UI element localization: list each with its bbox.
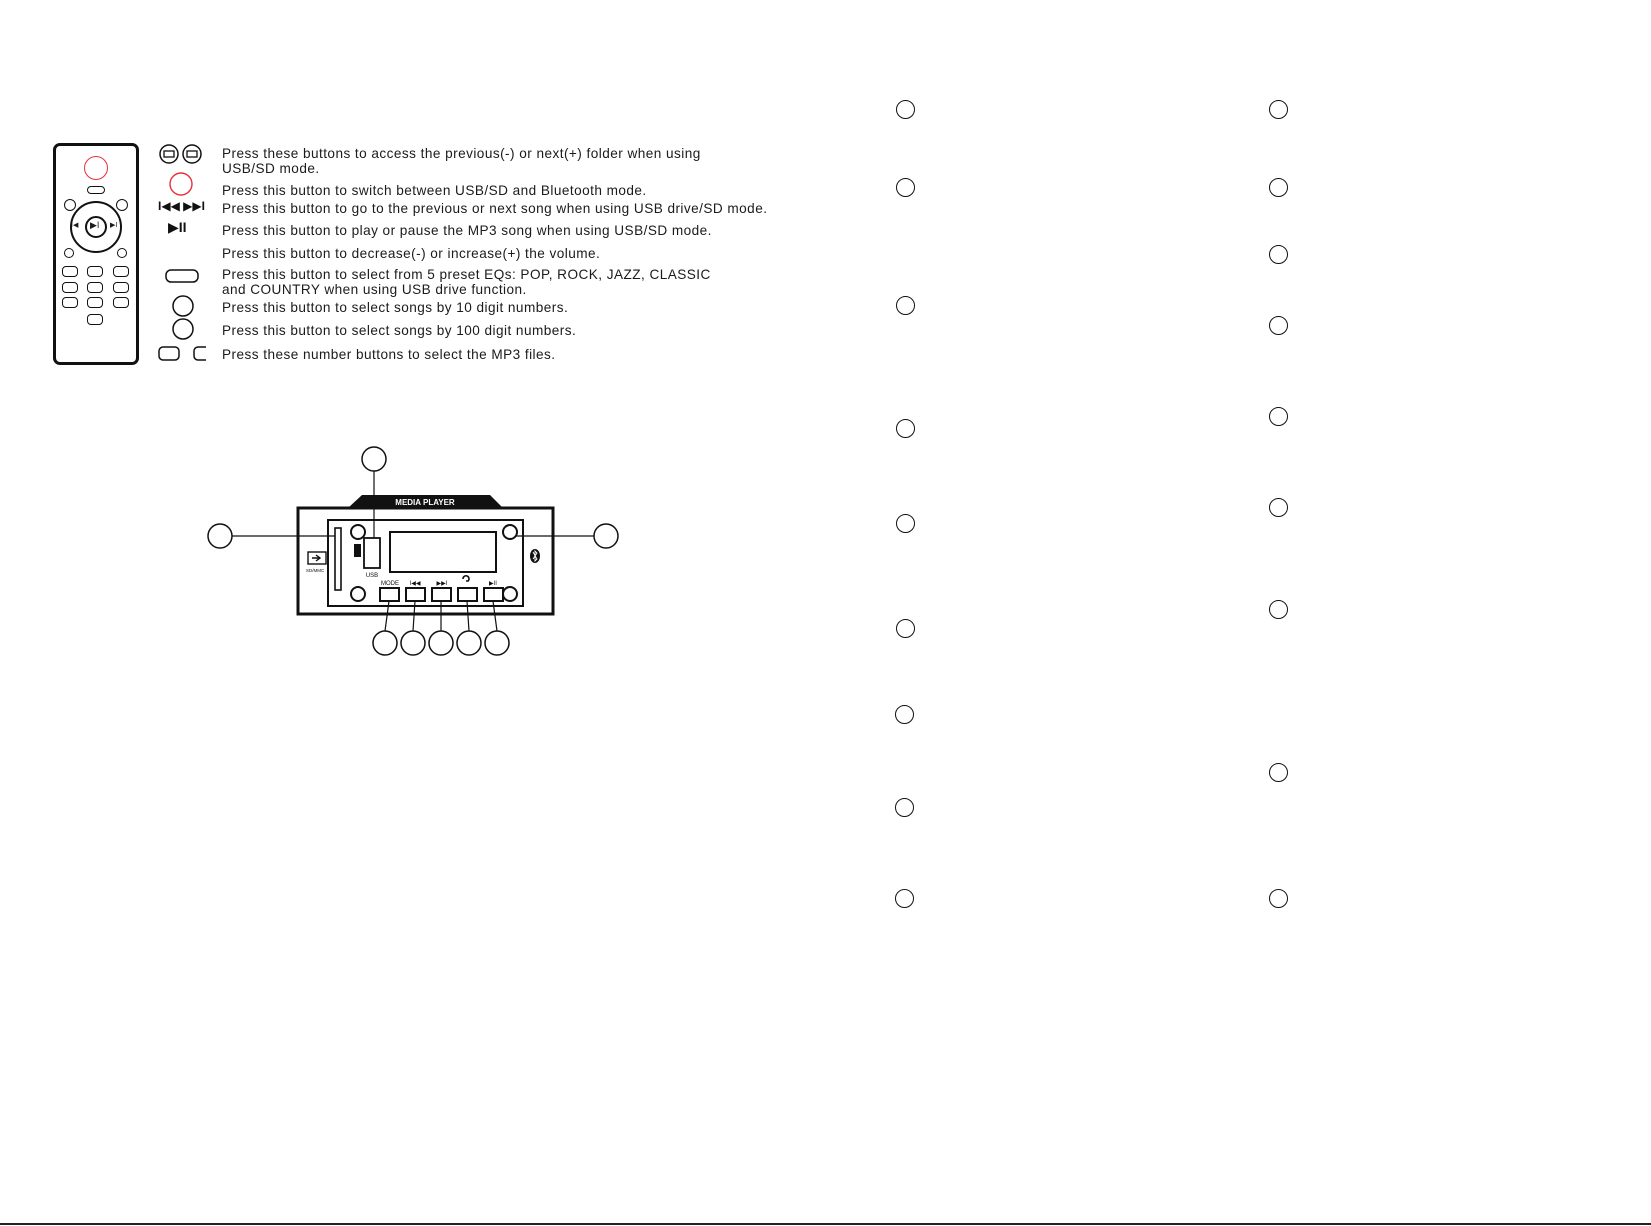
- list-marker-left-2: [896, 178, 915, 197]
- remote-number-key: [87, 282, 103, 293]
- list-marker-left-5: [896, 514, 915, 533]
- remote-number-key: [62, 282, 78, 293]
- callout-marker-bottom-1: [373, 631, 397, 655]
- instruction-mode: Press this button to switch between USB/SD and Bluetooth mode.: [222, 183, 647, 198]
- panel-button-prev: [406, 588, 425, 601]
- instruction-icons: [156, 142, 206, 364]
- remote-number-key: [62, 297, 78, 308]
- panel-button-next: [432, 588, 451, 601]
- callout-marker-bottom-5: [485, 631, 509, 655]
- list-marker-left-3: [896, 296, 915, 315]
- remote-prev-glyph: I◀: [71, 222, 79, 229]
- instruction-prev-next-song: Press this button to go to the previous or next song when using USB drive/SD mode.: [222, 201, 768, 216]
- callout-marker-bottom-2: [401, 631, 425, 655]
- list-marker-right-6: [1269, 498, 1288, 517]
- list-marker-right-3: [1269, 245, 1288, 264]
- panel-corner-knob-bottom-left: [351, 587, 365, 601]
- remote-number-key: [113, 297, 129, 308]
- lcd-display: [390, 532, 496, 572]
- usb-indicator: [354, 544, 361, 557]
- button-label-repeat-icon: [463, 576, 469, 581]
- number-buttons-icon: [159, 347, 206, 360]
- panel-button-mode: [380, 588, 399, 601]
- button-label-next: ▶▶I: [436, 581, 448, 587]
- remote-vol-up-button: [117, 248, 127, 258]
- list-marker-left-4: [896, 419, 915, 438]
- list-marker-left-9: [895, 889, 914, 908]
- panel-corner-knob-top-left: [351, 525, 365, 539]
- usb-port: [364, 538, 380, 568]
- ten-digit-button-icon: [173, 296, 193, 316]
- instruction-folder-line1: Press these buttons to access the previous(-) or next(+) folder when using: [222, 146, 701, 161]
- remote-number-key: [62, 266, 78, 277]
- button-label-prev: I◀◀: [409, 581, 421, 587]
- instruction-eq-line2: and COUNTRY when using USB drive function.: [222, 282, 527, 297]
- remote-next-glyph: ▶I: [110, 222, 118, 229]
- list-marker-right-1: [1269, 100, 1288, 119]
- panel-button-play-pause: [484, 588, 503, 601]
- folder-prev-next-icons: [160, 145, 201, 163]
- usb-label: USB: [365, 573, 379, 579]
- panel-corner-knob-top-right: [503, 525, 517, 539]
- instruction-ten-digit: Press this button to select songs by 10 digit numbers.: [222, 300, 569, 315]
- instruction-volume: Press this button to decrease(-) or increase(+) the volume.: [222, 246, 601, 261]
- instruction-eq-line1: Press this button to select from 5 preset EQs: POP, ROCK, JAZZ, CLASSIC: [222, 267, 711, 282]
- list-marker-right-7: [1269, 600, 1288, 619]
- list-marker-left-7: [895, 705, 914, 724]
- button-label-play-pause: ▶II: [489, 581, 497, 587]
- list-marker-right-4: [1269, 316, 1288, 335]
- panel-corner-knob-bottom-right: [503, 587, 517, 601]
- play-pause-icon: ▶II: [168, 219, 187, 235]
- sd-card-slot: [335, 528, 341, 590]
- remote-play-pause-glyph: ▶I: [90, 220, 100, 230]
- remote-eq-button: [87, 186, 105, 194]
- page-bottom-rule: [0, 1223, 1651, 1225]
- button-label-mode: MODE: [381, 581, 399, 587]
- callout-marker-left: [208, 524, 232, 548]
- list-marker-right-5: [1269, 407, 1288, 426]
- remote-number-key: [87, 297, 103, 308]
- instruction-number-buttons: Press these number buttons to select the MP3 files.: [222, 347, 556, 362]
- list-marker-right-8: [1269, 763, 1288, 782]
- callout-marker-top: [362, 447, 386, 471]
- list-marker-left-1: [896, 100, 915, 119]
- remote-number-key: [87, 266, 103, 277]
- list-marker-left-6: [896, 619, 915, 638]
- panel-button-repeat: [458, 588, 477, 601]
- remote-folder-next-icon: [116, 199, 128, 211]
- list-marker-left-8: [895, 798, 914, 817]
- sd-slot-label: SD/MMC: [306, 568, 325, 573]
- panel-title: MEDIA PLAYER: [395, 498, 455, 507]
- hundred-digit-button-icon: [173, 319, 193, 339]
- remote-control-illustration: [53, 143, 139, 365]
- instruction-hundred-digit: Press this button to select songs by 100 digit numbers.: [222, 323, 577, 338]
- remote-vol-down-button: [64, 248, 74, 258]
- remote-mode-button-highlight: [84, 156, 108, 180]
- media-player-diagram: [200, 440, 630, 665]
- eq-button-icon: [166, 270, 198, 282]
- remote-number-key: [113, 282, 129, 293]
- list-marker-right-9: [1269, 889, 1288, 908]
- callout-marker-bottom-4: [457, 631, 481, 655]
- callout-marker-bottom-3: [429, 631, 453, 655]
- remote-number-key: [87, 314, 103, 325]
- prev-next-song-icons: I◀◀ ▶▶I: [158, 199, 205, 213]
- remote-folder-prev-icon: [64, 199, 76, 211]
- list-marker-right-2: [1269, 178, 1288, 197]
- instruction-folder-line2: USB/SD mode.: [222, 161, 320, 176]
- mode-button-icon: [170, 173, 192, 195]
- instruction-play-pause: Press this button to play or pause the MP3 song when using USB/SD mode.: [222, 223, 712, 238]
- remote-number-key: [113, 266, 129, 277]
- callout-marker-right: [594, 524, 618, 548]
